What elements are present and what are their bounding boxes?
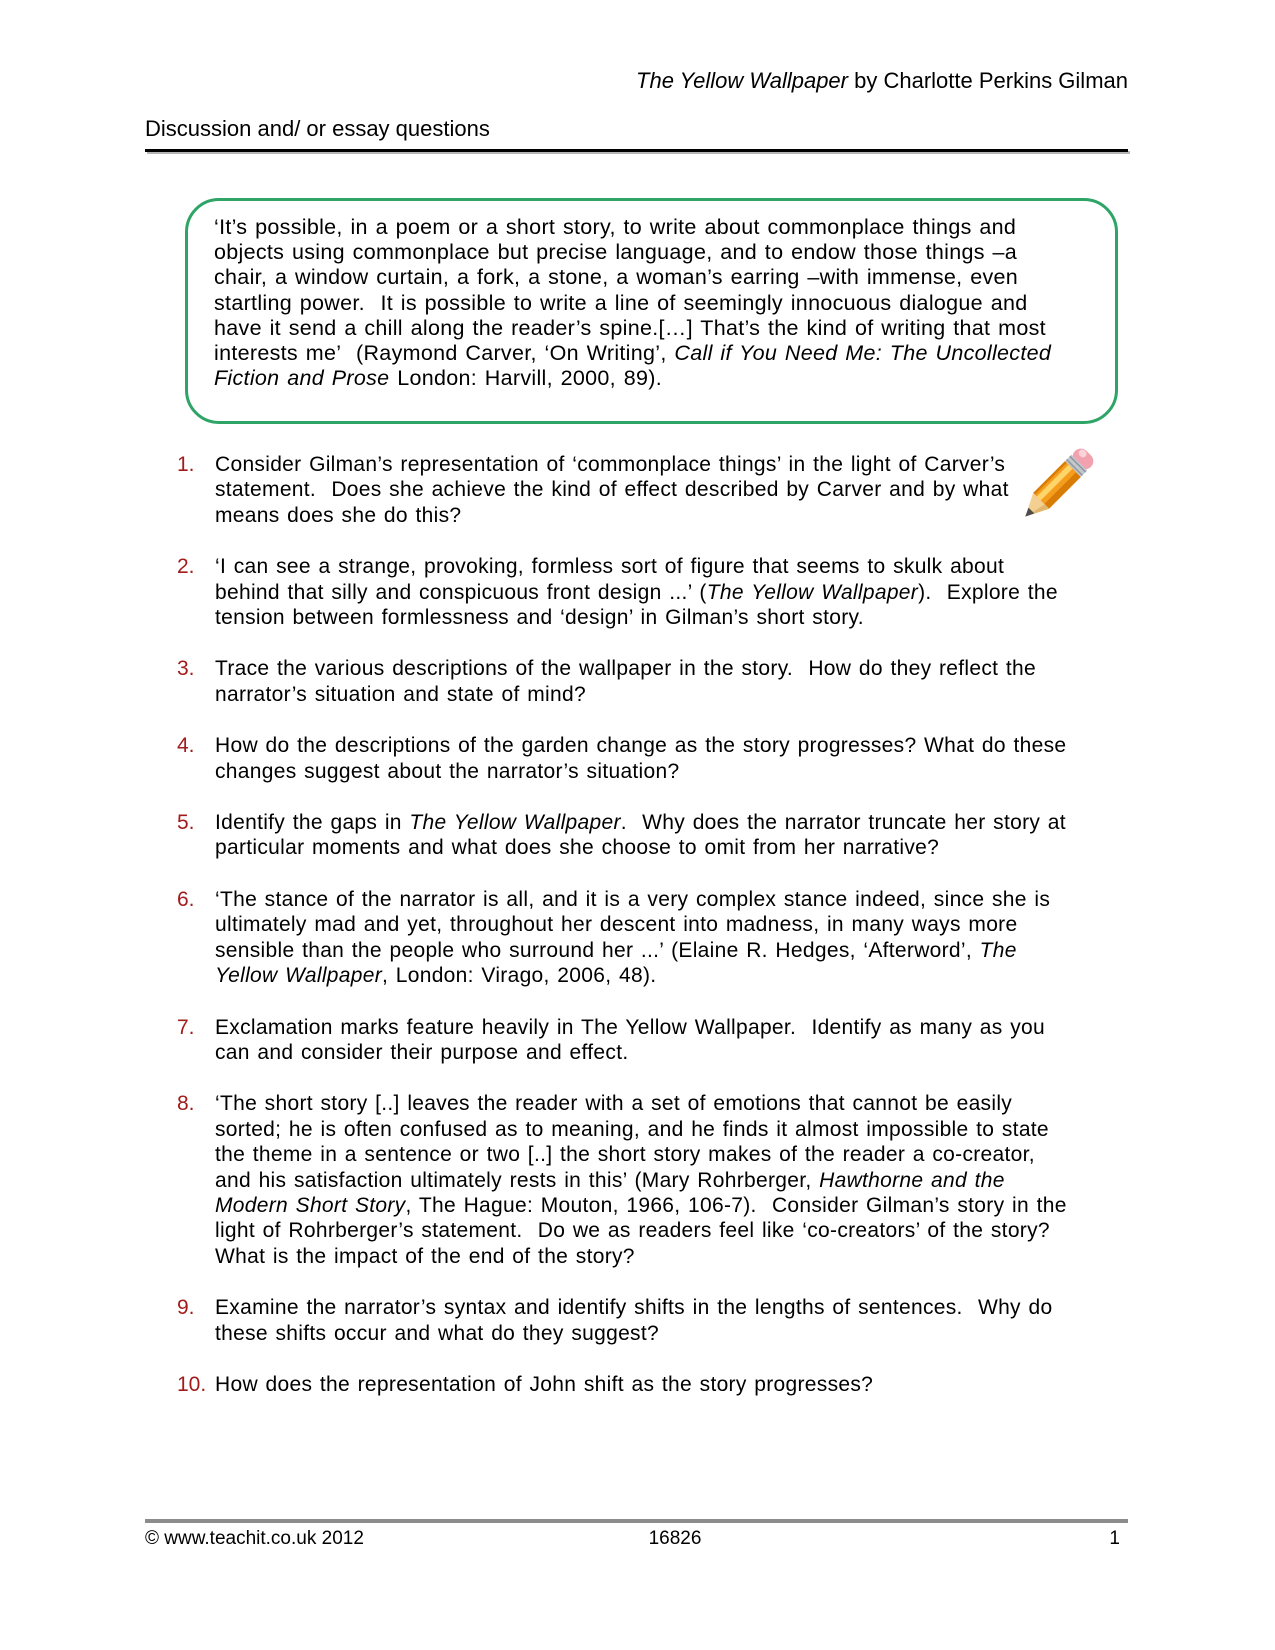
- question-item: [145, 656, 1090, 707]
- question-number: 1.: [177, 453, 195, 476]
- footer-page-number: 1: [1109, 1528, 1120, 1549]
- question-item: [145, 1091, 1090, 1269]
- question-item: [145, 810, 1090, 861]
- question-item: [145, 887, 1090, 989]
- questions-list: [145, 452, 1090, 1423]
- question-number: 7.: [177, 1015, 195, 1039]
- question-number: 6.: [177, 887, 195, 911]
- question-text: Identify the gaps in The Yellow Wallpaper. Why does the narrator truncate her story at particular moments and what does she choose to omit from her narrative?: [215, 811, 1074, 860]
- question-number: 3.: [177, 657, 195, 681]
- question-text: How does the representation of John shift as the story progresses?: [215, 1372, 874, 1396]
- question-text: Exclamation marks feature heavily in The Yellow Wallpaper. Identify as many as you can and consider their purpose and effect.: [215, 1015, 1053, 1064]
- question-number: 4.: [177, 734, 195, 758]
- question-number: 5.: [177, 811, 195, 835]
- question-item: [145, 452, 1090, 528]
- question-item: [145, 554, 1090, 630]
- quote-box: ‘It’s possible, in a poem or a short story, to write about commonplace things and objects using commonplace but precise language, and to endow those things –a chair, a window curtain, a fork, a stone, a woman’s earring –with immense, even startling power. It is possible to write a line of seemingly innocuous dialogue and have it send a chill along the reader’s spine.[…] That’s the kind of writing that most interests me’ (Raymond Carver, ‘On Writing’, Call if You Need Me: The Uncollected Fiction and Prose London: Harvill, 2000, 89).: [185, 198, 1118, 424]
- question-text: Examine the narrator’s syntax and identify shifts in the lengths of sentences. Why do these shifts occur and what do they suggest?: [215, 1296, 1061, 1345]
- section-heading: Discussion and/ or essay questions: [145, 116, 490, 141]
- footer-document-id: 16826: [648, 1528, 702, 1549]
- footer: [145, 1527, 1128, 1553]
- question-text: Consider Gilman’s representation of ‘commonplace things’ in the light of Carver’s statement. Does she achieve the kind of effect described by Carver and by what means does she do this?: [215, 453, 1017, 527]
- question-text: ‘I can see a strange, provoking, formless sort of figure that seems to skulk about behind that silly and conspicuous front design ...’ (The Yellow Wallpaper). Explore the tension between formlessness and ‘design’ in Gilman’s short story.: [215, 555, 1066, 630]
- question-item: [145, 733, 1090, 784]
- question-item: [145, 1372, 1090, 1397]
- question-number: 10.: [177, 1372, 207, 1396]
- heading-rule: [145, 149, 1128, 152]
- footer-copyright: © www.teachit.co.uk 2012: [145, 1528, 364, 1549]
- question-text: How do the descriptions of the garden change as the story progresses? What do these changes suggest about the narrator’s situation?: [215, 734, 1075, 783]
- question-item: [145, 1015, 1090, 1066]
- page-title: The Yellow Wallpaper by Charlotte Perkins Gilman: [636, 68, 1128, 93]
- question-number: 9.: [177, 1296, 195, 1320]
- question-number: 8.: [177, 1092, 195, 1116]
- footer-rule: [145, 1519, 1128, 1523]
- question-text: ‘The short story [..] leaves the reader with a set of emotions that cannot be easily sorted; he is often confused as to meaning, and he finds it almost impossible to state the theme in a sentence or two [..] the short story makes of the reader a co-creator, and his satisfaction ultimately rests in this’ (Mary Rohrberger, Hawthorne and the Modern Short Story, The Hague: Mouton, 1966, 106-7). Consider Gilman’s story in the light of Rohrberger’s statement. Do we as readers feel like ‘co-creators’ of the story? What is the impact of the end of the story?: [215, 1092, 1075, 1268]
- question-number: 2.: [177, 555, 195, 579]
- question-item: [145, 1295, 1090, 1346]
- question-text: Trace the various descriptions of the wallpaper in the story. How do they reflect the narrator’s situation and state of mind?: [215, 657, 1044, 706]
- question-text: ‘The stance of the narrator is all, and it is a very complex stance indeed, since she is ultimately mad and yet, throughout her descent into madness, in many ways more sensible than the people who surround her ...’ (Elaine R. Hedges, ‘Afterword’, The Yellow Wallpaper, London: Virago, 2006, 48).: [215, 887, 1058, 988]
